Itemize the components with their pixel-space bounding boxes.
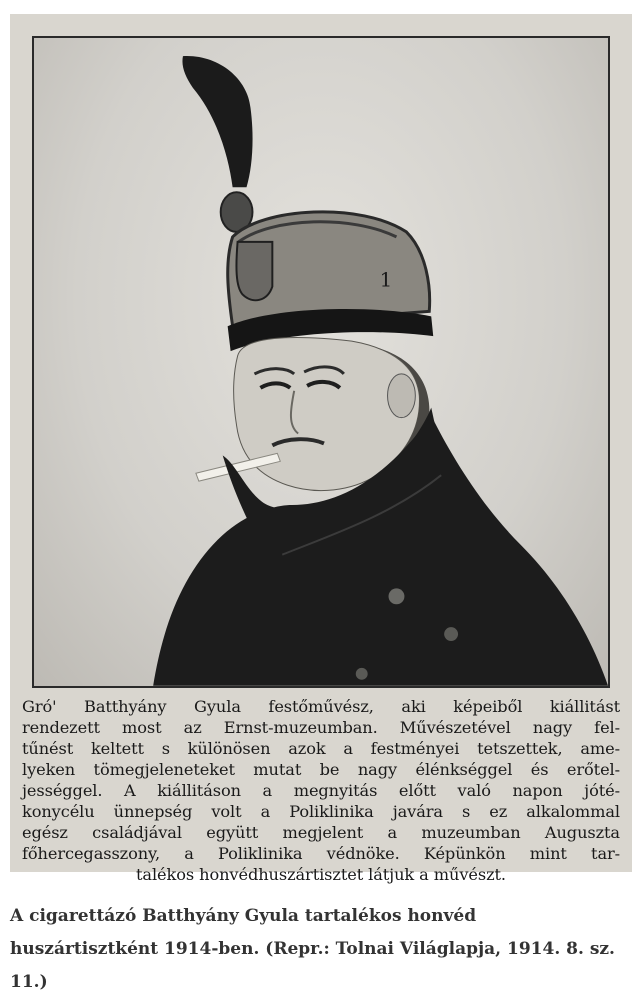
- caption-line: tűnést keltett s különösen azok a festményei tetszettek, ame-: [22, 739, 620, 758]
- caption-line: lyeken tömegjeleneteket mutat be nagy élénkséggel és erőtel-: [22, 760, 620, 779]
- helmet-number: 1: [379, 268, 393, 292]
- newspaper-scan: [10, 14, 632, 884]
- page-caption: A cigarettázó Batthyány Gyula tartalékos honvéd huszártisztként 1914-ben. (Repr.: Tolnai Világlapja, 1914. 8. sz. 11.): [10, 906, 615, 992]
- caption-line: talékos honvédhuszártisztet látjuk a művészt.: [136, 865, 506, 884]
- portrait-photo: [32, 36, 610, 688]
- helmet-plume: [182, 56, 252, 187]
- caption-line: jességgel. A kiállitáson a megnyitás előtt való napon jóté-: [22, 781, 620, 800]
- helmet-crest: [236, 242, 272, 300]
- portrait-illustration: [34, 38, 608, 686]
- scan-caption: [16, 696, 626, 884]
- coat-button: [444, 627, 458, 641]
- caption-line: Gró' Batthyány Gyula festőművész, aki képeiből kiállitást: [22, 697, 620, 716]
- coat-button: [356, 668, 368, 680]
- scan-caption-text: [16, 696, 626, 885]
- coat-button: [389, 588, 405, 604]
- caption-line: főhercegasszony, a Poliklinika védnöke. Képünkön mint tar-: [22, 844, 620, 863]
- ear: [388, 374, 416, 418]
- caption-line: rendezett most az Ernst-muzeumban. Művészetével nagy fel-: [22, 718, 620, 737]
- caption-line: egész családjával együtt megjelent a muzeumban Auguszta: [22, 823, 620, 842]
- caption-line: konycélu ünnepség volt a Poliklinika javára s ez alkalommal: [22, 802, 620, 821]
